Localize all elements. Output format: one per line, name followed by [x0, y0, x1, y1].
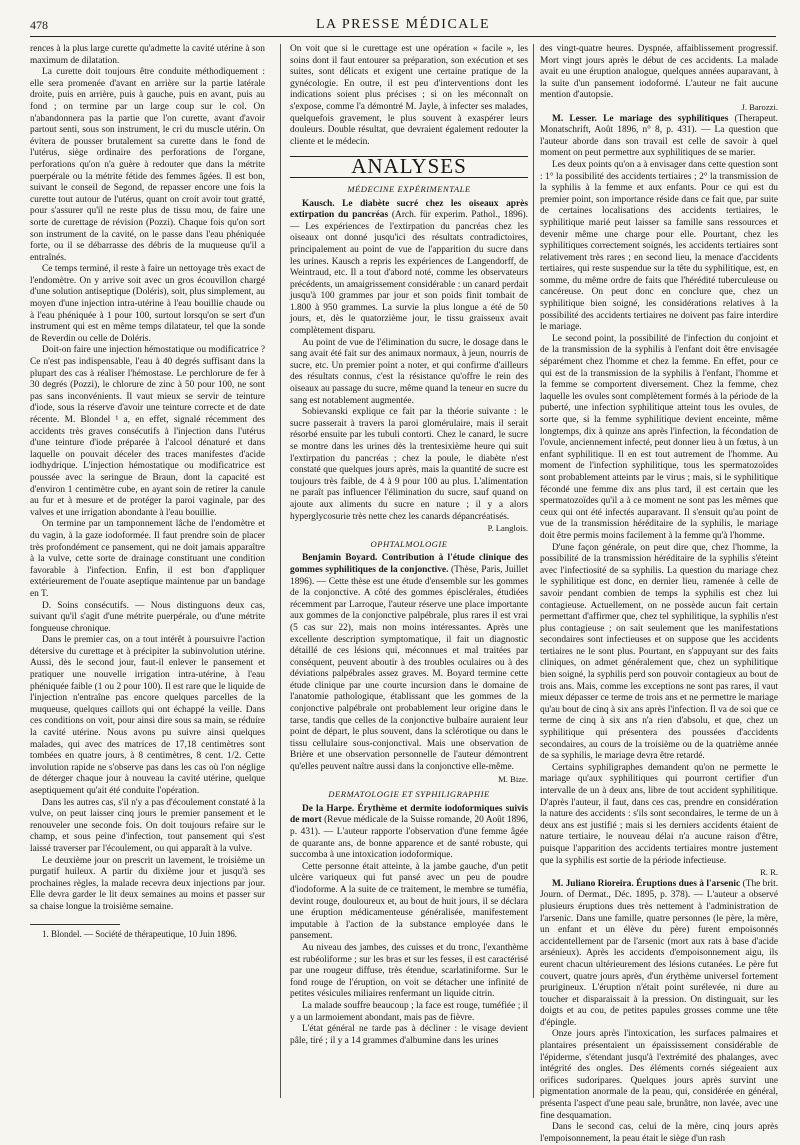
paragraph: Ce temps terminé, il reste à faire un nettoyage très exact de l'endomètre. On y arrive soit avec un gros écouvillon chargé d'une solution antiseptique (Doléris), soit, plus simplement, au moyen d'une injection intra-utérine à l'eau bouillie chaude ou à l'eau phéniquée à 1 pour 100, surtout lorsqu'on se sert d'un instrument qui est en même temps dilatateur, tel que la sonde de Reverdin ou celle de Doléris. — [30, 264, 265, 344]
article-title: Contribution à l'étude clinique des gommes syphilitiques de la conjonctive. — [290, 553, 529, 575]
article-lead — [290, 553, 528, 773]
column-left — [30, 44, 265, 940]
article-title: Érythème et dermite iodoformiques suivis de mort — [290, 803, 529, 826]
article-author: Benjamin Boyard. — [302, 553, 378, 564]
article-lead — [290, 804, 528, 862]
paragraph: Dans le premier cas, on a tout intérêt à poursuivre l'action détersive du curettage et à précipiter la subinvolution utérine. Aussi, dès le second jour, faut-il enlever le pansement et pratiquer une nouvelle irrigation intra-utérine, à l'eau phéniquée faible (1 ou 2 pour 100). Il est rare que le liquide de l'injection n'entraîne pas encore quelques parcelles de la muqueuse, quelques caillots qui ont échappé la veille. Dans ces conditions on voit, pour ainsi dire sous sa main, se réduire la cavité utérine. Nous avons pu suivre ainsi quelques malades, qui avec des matrices de 17,18 centimètres sont tombées en quatre jours, à 8 centimètres, 8 cent. 1/2. Cette involution rapide ne s'observe pas dans les cas où l'on néglige de déterger chaque jour à nouveau la cavité utérine, quelque aseptiquement qu'ait été conduite l'opération. — [30, 635, 265, 796]
page-header — [30, 14, 776, 37]
rubric-heading: MÉDECINE EXPÉRIMENTALE — [347, 183, 471, 194]
footnote: 1. Blondel. — Société de thérapeutique, 10 Juin 1896. — [42, 928, 237, 939]
column-divider — [280, 44, 281, 1098]
paragraph: On voit que si le curettage est une opération « facile », les soins dont il faut entourer sa préparation, son exécution et ses suites, sont délicats et exigent une certaine pratique de la gynécologie. En outre, il est peu d'interventions dont les indications soient plus précises ; si on les méconnaît on s'expose, comme l'a démontré M. Jayle, à infecter ses malades, quelquefois gravement, le plus souvent à exaspérer leurs douleurs. Double résultat, que devraient également redouter la cliente et le médecin. — [290, 44, 528, 147]
rubric-heading: DERMATOLOGIE ET SYPHILIGRAPHIE — [328, 789, 490, 800]
paragraph: La malade souffre beaucoup ; la face est rouge, tuméfiée ; il y a un larmoiement abondant, mais pas de fièvre. — [290, 1000, 528, 1023]
paragraph: Dans les autres cas, s'il n'y a pas d'écoulement constaté à la vulve, on peut laisser cinq jours le premier pansement et le renouveler une seconde fois. On doit toujours refaire sur le champ, et sous peine d'infection, tout pansement qui s'est laissé traverser par l'écoulement, ou qui apparaît à la vulve. — [30, 797, 265, 854]
article-text: (Therapeut. Monatschrift, Août 1896, n° 8, p. 431). — La question que l'auteur aborde dans son travail est celle de savoir à quel moment on peut permettre aux syphilitiques de se marier. — [540, 113, 778, 159]
article-lead — [540, 114, 778, 160]
article-author: Kausch. — [302, 198, 335, 209]
article-title: Éruptions dues à l'arsenic — [636, 878, 741, 889]
page-number: 478 — [30, 17, 48, 32]
section-title: ANALYSES — [290, 156, 528, 178]
paragraph: Au point de vue de l'élimination du sucre, le dosage dans le sang avait été fait sur des animaux normaux, à jeun, nourris de sucre, etc. Un premier point a noter, et qui confirme d'ailleurs des résultats connus, c'est la résistance qu'offre le rein des oiseaux au passage du sucre, même quand la teneur en sucre du sang est notablement augmentée. — [290, 337, 528, 406]
article-text: (Revue médicale de la Suisse romande, 20 Août 1896, p. 431). — L'auteur rapporte l'observation d'une femme âgée de quarante ans, de bonne apparence et de santé robuste, qui succomba à une intoxication iodoformique. — [290, 815, 529, 861]
article-lead — [540, 879, 778, 1030]
paragraph: rences à la plus large curette qu'admette la cavité utérine à son maximum de dilatation. — [30, 44, 265, 66]
article-signature: M. Bize. — [498, 773, 528, 784]
paragraph: Les deux points qu'on a à envisager dans cette question sont : 1° la possibilité des accidents tertiaires ; 2° la transmission de la syphilis à la femme et aux enfants. Pour ce qui est du premier point, son importance réside dans ce fait que, par suite de certaines localisations des accidents tertiaires, le syphilitique marié peut laisser sa famille sans ressources et devenir même une charge pour elle. Pourtant, chez les syphilitiques correctement soignés, les accidents tertiaires sont relativement très rares ; en second lieu, la menace d'accidents tertiaires, qui reste suspendue sur la tête du syphilitique, est, en somme, du même ordre de faits que l'hérédité tuberculeuse ou cancéreuse. On peut donc en conclure que, chez un syphilitique bien soigné, les considérations relatives à la possibilité des accidents tertiaires ne doivent pas faire interdire le mariage. — [540, 159, 778, 333]
rubric-heading: OPHTALMOLOGIE — [370, 538, 448, 549]
paragraph: Le deuxième jour on prescrit un lavement, le troisième un purgatif huileux. A partir du dixième jour et jusqu'à ses prochaines règles, la malade recevra deux injections par jour. Elle devra garder le lit deux semaines au moins et passer sur sa chaise longue la troisième semaine. — [30, 855, 265, 912]
article-lead — [290, 199, 528, 338]
paragraph: Sobievanski explique ce fait par la théorie suivante : le sucre passerait à travers la paroi glomérulaire, mais il serait résorbé ensuite par les tubuli contorti. Chez le canard, le sucre se montre dans les urines dès la trentesixième heure qui suit l'extirpation du pancréas ; chez la poule, le diabète n'est constaté que quelques jours après, mais la quantité de sucre est toujours très faible, de 4 à 9 pour 100 au plus. L'alimentation ne paraît pas influencer l'élimination du sucre, sauf quand on ajoute aux aliments du sucre en nature ; il y a alors hyperglycosurie très nette chez les canards dépancréatisés. — [290, 407, 528, 522]
article-text: (The brit. Journ. of Dermat., Déc. 1895, p. 378). — L'auteur a observé plusieurs éruptions dues très nettement à l'administration de l'arsenic. Dans une famille, quatre personnes (le père, la mère, un enfant et un élève du père) furent empoisonnés accidentellement par de l'arsenic (mort aux rats à base d'acide arsénieux). Après les accidents d'empoisonnement aigu, ils eurent chacun ultérieurement des lésions cutanées. Le père fut couvert, quatre jours après, d'un érythème universel fortement prurigineux. L'éruption n'était point surélevée, ni dure au toucher et disparaissait à la pression. On distinguait, sur les doigts et au cou, de petites papules grosses comme une tête d'épingle. — [540, 878, 779, 1028]
paragraph: Dans le second cas, celui de la mère, cinq jours après l'empoisonnement, la peau était le siège d'un rash — [540, 1122, 778, 1144]
article-author: M. Juliano Rioreira. — [552, 878, 634, 889]
paragraph: La curette doit toujours être conduite méthodiquement : elle sera promenée d'avant en arrière sur la partie latérale droite, puis en arrière, puis à gauche, puis en avant, puis au fond ; on termine par un large coup sur le col. On n'abandonnera pas la partie que l'on curette, avant d'avoir partout senti, sous son instrument, le cri du muscle utérin. On évitera de pousser brutalement sa curette dans le fond de l'utérus, siège ordinaire des perforations de l'organe, perforations qu'on n'a guère à redouter que dans la métrite puerpérale ou la métrite fétide des femmes âgées. Il est bon, suivant le conseil de Segond, de repasser encore une fois la curette tout autour de l'utérus, quant on croit avoir tout gratté, pour s'assurer qu'il ne reste plus de tissu mou, de faire une sorte de curettage de révision (Pozzi). Chaque fois qu'on sort son instrument de la cavité, on le passe dans l'eau phéniquée forte, ou il se débarrasse des débris de la muqueuse qu'il a entraînés. — [30, 67, 265, 263]
journal-title: LA PRESSE MÉDICALE — [315, 17, 490, 32]
paragraph: Certains syphiligraphes demandent qu'on ne permette le mariage qu'aux syphilitiques qui pourront certifier d'un intervalle de un à deux ans, libre de tout accident syphilitique. D'après l'auteur, il faut, dans ces cas, prendre en considération la nature des accidents : s'ils sont secondaires, le terme de un à deux ans est justifié ; mais si les derniers accidents étaient de nature tertiaire, le nouveau délai n'a aucune raison d'être, puisque l'apparition des accidents tertiaires montre justement que la syphilis est sortie de la période infectieuse. — [540, 762, 778, 866]
article-title: Le diabète sucré chez les oiseaux après extirpation du pancréas — [290, 198, 528, 221]
paragraph: D'une façon générale, on peut dire que, chez l'homme, la possibilité de la transmission héréditaire de la syphilis s'éteint avec l'infectiosité de sa syphilis. La question du mariage chez le syphilitique est donc, en dernier lieu, ramenée à celle de savoir pendant combien de temps la syphilis est chez lui contagieuse. Actuellement, on ne possède aucun fait certain permettant d'affirmer que, chez tel syphilitique, la syphilis n'est plus contagieuse ; on sait seulement que les manifestations secondaires sont infectieuses et on suppose que les accidents tertiaires ne le sont plus. Pourtant, en s'appuyant sur des faits cliniques, on admet généralement que, chez un syphilitique bien soigné, la syphilis perd son pouvoir contagieux au bout de trois ans. Mais, comme les exceptions ne sont pas rares, il vaut mieux dépasser ce terme de trois ans et ne permettre le mariage qu'au bout de cinq à six ans après l'infection. Il va de soi que ce terme de cinq à six ans n'a rien d'absolu, et que, chez un syphilitique qui présentera des poussées d'accidents secondaires, au cours de la troisième ou de la quatrième année de sa syphilis, le mariage devra être retardé. — [540, 542, 778, 762]
paragraph: D. Soins consécutifs. — Nous distinguons deux cas, suivant qu'il s'agit d'une métrite puerpérale, ou d'une métrite fongueuse chronique. — [30, 600, 265, 634]
footnote-separator — [30, 924, 120, 925]
article-author: De la Harpe. — [302, 803, 355, 814]
article-signature: J. Barozzi. — [741, 101, 778, 112]
paragraph: des vingt-quatre heures. Dyspnée, affaiblissement progressif. Mort vingt jours après le début de ces accidents. La malade avait eu une éruption analogue, quelques années auparavant, à la suite d'un pansement iodoformé. L'auteur ne fait aucune mention d'autopsie. — [540, 44, 778, 101]
column-right — [540, 44, 778, 1145]
paragraph: Cette personne était atteinte, à la jambe gauche, d'un petit ulcère variqueux qui fut pansé avec un peu de poudre d'iodoforme. A la suite de ce traitement, le membre se tuméfia, devint rouge, douloureux et, au bout de huit jours, il se déclara une éruption médicamenteuse généralisée, manifestement imputable à l'action de la substance employée dans le pansement. — [290, 861, 528, 942]
paragraph: Doit-on faire une injection hémostatique ou modificatrice ? Ce n'est pas indispensable, l'eau à 40 degrés suffisant dans la plupart des cas à réaliser l'hémostase. Le perchlorure de fer à 30 degrés (Pozzi), le chlorure de zinc à 50 pour 100, ne sont pas sans inconvénients. Il vaut mieux se servir de teinture d'iode, sous la réserve d'avoir une teinture correcte et de date récente. M. Blondel ¹ a, en effet, signalé récemment des accidents très graves consécutifs à l'injection dans l'utérus d'une teinture d'iode préparée à l'alcool dénaturé et dans laquelle on pouvait déceler des traces manifestes d'acide iodhydrique. L'injection hémostatique ou modificatrice est poussée avec la seringue de Braun, dont la capacité est d'environ 1 centimètre cube, en ayant soin de retirer la canule au fur et à mesure et de protéger la paroi vaginale, par des valves et une irrigation abondante à l'eau bouillie. — [30, 345, 265, 518]
paragraph: L'état général ne tarde pas à décliner : le visage devient pâle, tiré ; il y a 14 grammes d'albumine dans les urines — [290, 1024, 528, 1046]
article-text: (Thèse, Paris, Juillet 1896). — Cette thèse est une étude d'ensemble sur les gommes de la conjonctive. A côté des gommes épisclérales, étudiées récemment par Larroque, l'auteur réserve une place importante aux gommes de la conjonctive palpébrale, plus rares il est vrai (5 cas sur 22), mais non moins intéressantes. Après une excellente description symptomatique, il fait un diagnostic détaillé de ces lésions qui, méconnues et mal traitées par conséquent, peuvent aboutir à des troubles oculaires ou à des déviations palpébrales assez graves. M. Boyard termine cette étude clinique par une courte incursion dans le domaine de l'anatomie pathologique, établissant que les gommes de la conjonctive palpébrale ont probablement leur origine dans le tarse, tandis que celles de la conjonctive bulbaire auraient leur point de départ, le plus souvent, dans la sclérotique ou dans le tissu cellulaire sous-conjonctival. Mais une observation de Brière et une observation personnelle de l'auteur démontrent qu'elles peuvent naître aussi dans la conjonctive elle-même. — [290, 564, 528, 773]
paragraph: Au niveau des jambes, des cuisses et du tronc, l'exanthème est rubéoliforme ; sur les bras et sur les fesses, il est caractérisé par une rougeur diffuse, très étendue, scarlatiniforme. Sur le fond rouge de l'éruption, on voit se détacher une infinité de petites vésicules miliaires renfermant un liquide citrin. — [290, 942, 528, 1000]
article-signature: R. R. — [760, 867, 778, 878]
article-author: M. Lesser. — [552, 113, 597, 124]
column-middle — [290, 44, 528, 1047]
article-text: (Arch. für experim. Pathol., 1896). — Les expériences de l'extirpation du pancréas chez les oiseaux ont donné jusqu'ici des résultats contradictoires, principalement au point de vue de l'apparition du sucre dans les urines. Kausch a repris les expériences de Langendorff, de Weintraud, etc. Il a tout d'abord noté, comme les observateurs précédents, un amaigrissement considérable : un canard perdait jusqu'à 100 grammes par jour et son poids finit tombait de 1.800 à 950 grammes. La survie la plus longue a été de 50 jours, et, dès le quatorzième jour, le tissu graisseux avait complètement disparu. — [290, 210, 529, 337]
paragraph: On termine par un tamponnement lâche de l'endomètre et du vagin, à la gaze iodoformée. Il faut prendre soin de placer très profondément ce pansement, qui ne doit jamais apparaître à la vulve, cette sorte de drainage constituant une condition favorable à l'infection. Enfin, il est bon d'appliquer extérieurement de l'ouate aseptique maintenue par un bandage en T. — [30, 519, 265, 599]
paragraph: Onze jours après l'intoxication, les surfaces palmaires et plantaires présentaient un épaississement considérable de l'épiderme, s'étendant jusqu'à l'extrémité des phalanges, avec intégrité des ongles. Des éléments cornés siégeaient aux orifices sudoripares. Quelques jours après survint une pigmentation anormale de la peau, qui, considérée en général, présenta l'aspect d'une peau sale, brunâtre, non lavée, avec une fine desquamation. — [540, 1029, 778, 1121]
paragraph: Le second point, la possibilité de l'infection du conjoint et de la transmission de la syphilis à l'enfant doit être envisagée séparément chez l'homme et chez la femme. En effet, pour ce qui est de la transmission de la syphilis à l'enfant, l'homme et la femme se comportent diversement. Chez la femme, chez laquelle les ovules sont complètement formés à la période de la puberté, une infection syphilitique atteint tous les ovules, de sorte que, si la femme syphilitique devient enceinte, même longtemps, dix à quinze ans après l'infection, la fécondation de l'ovule, anciennement infecté, peut donner lieu à un fœtus, à un enfant syphilitique. Il en est tout autrement de l'homme. Au moment de l'infection syphilitique, tous les spermatozoïdes sont probablement atteints par le virus ; mais, si le syphilitique fécondé une femme dix ans plus tard, il est certain que les spermatozoïdes qu'il a à ce moment ne sont pas les mêmes que ceux qui ont été infectés auparavant. Il s'ensuit qu'au point de vue de la transmission héréditaire de la syphilis, le mariage doit être permis moins facilement à la femme qu'à l'homme. — [540, 333, 778, 541]
column-divider — [533, 44, 534, 1098]
article-signature: P. Langlois. — [487, 523, 528, 534]
article-title: Le mariage des syphilitiques — [603, 113, 729, 124]
